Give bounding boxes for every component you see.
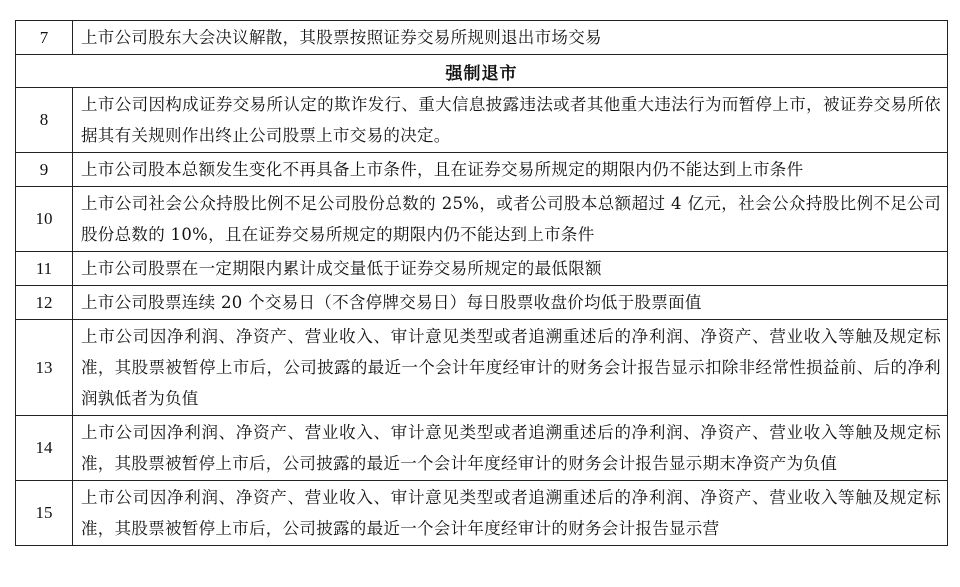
row-number: 11 xyxy=(16,252,73,286)
row-text: 上市公司因净利润、净资产、营业收入、审计意见类型或者追溯重述后的净利润、净资产、营业收入等触及规定标准，其股票被暂停上市后，公司披露的最近一个会计年度经审计的财务会计报告显示营 xyxy=(73,481,948,546)
row-number: 7 xyxy=(16,21,73,55)
row-number: 12 xyxy=(16,286,73,320)
row-text: 上市公司因构成证券交易所认定的欺诈发行、重大信息披露违法或者其他重大违法行为而暂停上市，被证券交易所依据其有关规则作出终止公司股票上市交易的决定。 xyxy=(73,88,948,153)
section-title: 强制退市 xyxy=(16,55,948,88)
row-text: 上市公司因净利润、净资产、营业收入、审计意见类型或者追溯重述后的净利润、净资产、营业收入等触及规定标准，其股票被暂停上市后，公司披露的最近一个会计年度经审计的财务会计报告显示期末净资产为负值 xyxy=(73,416,948,481)
row-text: 上市公司社会公众持股比例不足公司股份总数的 25%，或者公司股本总额超过 4 亿元，社会公众持股比例不足公司股份总数的 10%，且在证券交易所规定的期限内仍不能达到上市条件 xyxy=(73,187,948,252)
row-number: 15 xyxy=(16,481,73,546)
row-number: 8 xyxy=(16,88,73,153)
row-number: 9 xyxy=(16,153,73,187)
row-text: 上市公司股本总额发生变化不再具备上市条件，且在证券交易所规定的期限内仍不能达到上市条件 xyxy=(73,153,948,187)
delisting-conditions-table xyxy=(15,20,948,546)
row-text: 上市公司股票在一定期限内累计成交量低于证券交易所规定的最低限额 xyxy=(73,252,948,286)
table-row xyxy=(16,88,948,153)
row-text: 上市公司股东大会决议解散，其股票按照证券交易所规则退出市场交易 xyxy=(73,21,948,55)
table-row xyxy=(16,320,948,416)
row-number: 13 xyxy=(16,320,73,416)
row-number: 14 xyxy=(16,416,73,481)
section-row xyxy=(16,55,948,88)
table-row xyxy=(16,21,948,55)
table-row xyxy=(16,252,948,286)
table-row xyxy=(16,286,948,320)
row-text: 上市公司股票连续 20 个交易日（不含停牌交易日）每日股票收盘价均低于股票面值 xyxy=(73,286,948,320)
table-row xyxy=(16,481,948,546)
row-number: 10 xyxy=(16,187,73,252)
table-row xyxy=(16,187,948,252)
row-text: 上市公司因净利润、净资产、营业收入、审计意见类型或者追溯重述后的净利润、净资产、营业收入等触及规定标准，其股票被暂停上市后，公司披露的最近一个会计年度经审计的财务会计报告显示扣除非经常性损益前、后的净利润孰低者为负值 xyxy=(73,320,948,416)
table-row xyxy=(16,153,948,187)
table-row xyxy=(16,416,948,481)
